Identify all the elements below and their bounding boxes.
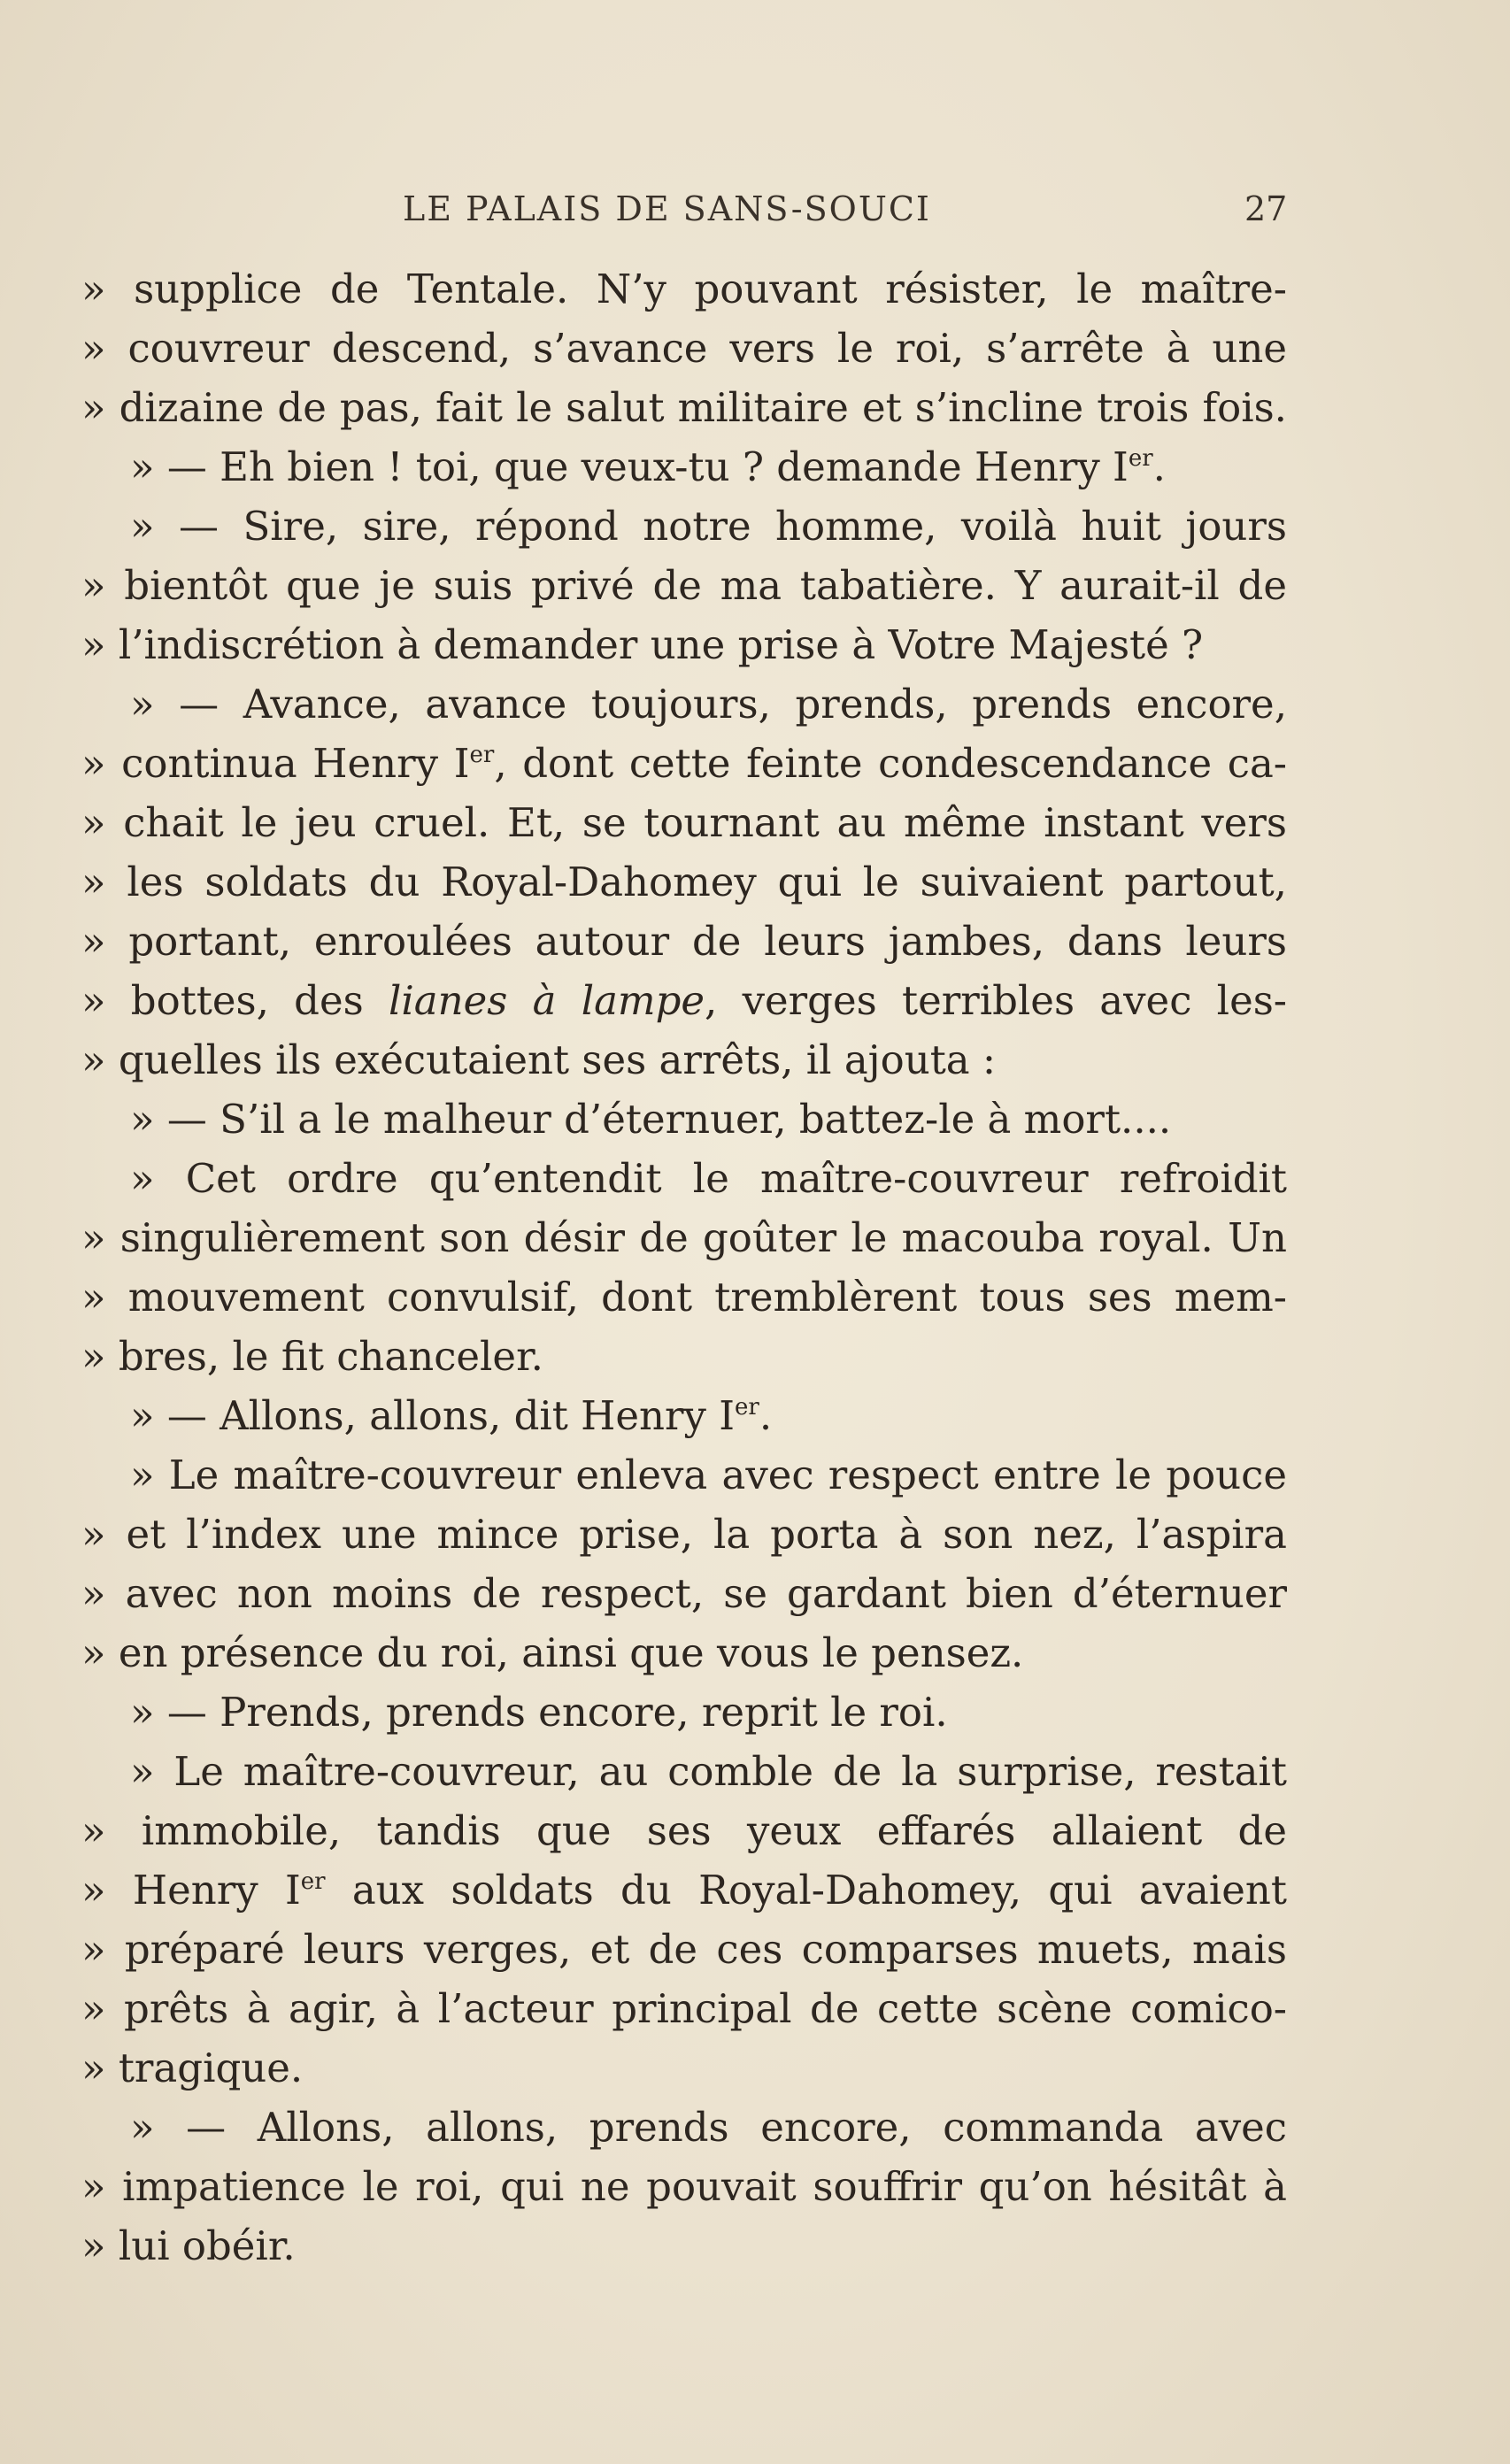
text-line: » singulièrement son désir de goûter le macouba royal. Un [81, 1214, 1287, 1261]
text-line: » l’indiscrétion à demander une prise à Votre Majesté ? [81, 621, 1204, 668]
text-line: » mouvement convulsif, dont tremblèrent tous ses mem- [81, 1274, 1287, 1321]
page-number: 27 [1244, 189, 1288, 228]
text-line: » portant, enroulées autour de leurs jambes, dans leurs [81, 918, 1287, 965]
text-line: » les soldats du Royal-Dahomey qui le suivaient partout, [81, 859, 1287, 905]
text-line: » — Allons, allons, prends encore, commanda avec [130, 2104, 1287, 2151]
text-line: » Cet ordre qu’entendit le maître-couvreur refroidit [130, 1155, 1287, 1202]
text-line: » quelles ils exécutaient ses arrêts, il ajouta : [81, 1036, 997, 1083]
text-line: » — Allons, allons, dit Henry Ier. [130, 1392, 773, 1439]
text-line: » chait le jeu cruel. Et, se tournant au même instant vers [81, 799, 1287, 846]
text-line: » bottes, des lianes à lampe, verges terribles avec les- [81, 977, 1287, 1024]
text-line: » dizaine de pas, fait le salut militaire et s’incline trois fois. [81, 384, 1287, 431]
text-line: » Le maître-couvreur, au comble de la surprise, restait [130, 1748, 1287, 1795]
text-line: » tragique. [81, 2044, 304, 2091]
text-line: » — Prends, prends encore, reprit le roi. [130, 1689, 948, 1736]
text-line: » immobile, tandis que ses yeux effarés allaient de [81, 1807, 1287, 1854]
text-line: » préparé leurs verges, et de ces comparses muets, mais [81, 1926, 1287, 1973]
text-line: » impatience le roi, qui ne pouvait souffrir qu’on hésitât à [81, 2163, 1287, 2210]
text-line: » prêts à agir, à l’acteur principal de cette scène comico- [81, 1985, 1287, 2032]
text-body [81, 259, 1287, 2275]
page-header [0, 186, 1510, 239]
text-line: » en présence du roi, ainsi que vous le pensez. [81, 1629, 1024, 1676]
text-line: » continua Henry Ier, dont cette feinte condescendance ca- [81, 740, 1287, 787]
text-line: » Henry Ier aux soldats du Royal-Dahomey, qui avaient [81, 1867, 1287, 1913]
text-line: » — S’il a le malheur d’éternuer, battez-le à mort.... [130, 1096, 1172, 1143]
text-line: » Le maître-couvreur enleva avec respect entre le pouce [130, 1451, 1287, 1498]
text-line: » lui obéir. [81, 2222, 296, 2269]
running-title: LE PALAIS DE SANS-SOUCI [403, 189, 931, 228]
text-line: » bientôt que je suis privé de ma tabatière. Y aurait-il de [81, 562, 1287, 609]
text-line: » supplice de Tentale. N’y pouvant résister, le maître- [81, 266, 1287, 312]
text-line: » — Avance, avance toujours, prends, prends encore, [130, 681, 1287, 728]
text-line: » avec non moins de respect, se gardant bien d’éternuer [81, 1570, 1287, 1617]
text-line: » — Sire, sire, répond notre homme, voilà huit jours [130, 503, 1287, 550]
text-line: » — Eh bien ! toi, que veux-tu ? demande Henry Ier. [130, 443, 1166, 490]
text-line: » couvreur descend, s’avance vers le roi, s’arrête à une [81, 325, 1287, 372]
text-line: » et l’index une mince prise, la porta à son nez, l’aspira [81, 1511, 1287, 1558]
text-line: » bres, le fit chanceler. [81, 1333, 543, 1380]
